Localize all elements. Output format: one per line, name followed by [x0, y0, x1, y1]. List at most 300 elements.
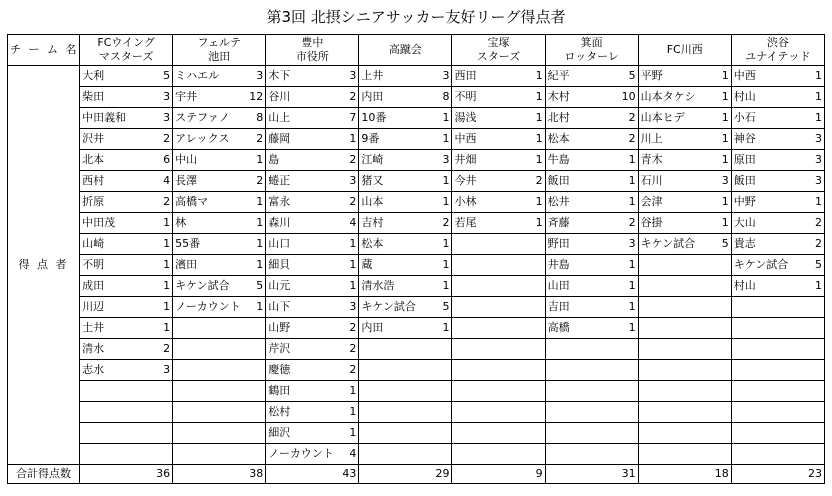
- scorer-name: [731, 360, 804, 381]
- team-total-goals: 18: [711, 465, 731, 484]
- scorer-name: キケン試合: [731, 255, 804, 276]
- scorer-goals: [525, 255, 545, 276]
- scorer-goals: 1: [246, 297, 266, 318]
- scorer-name: [452, 339, 525, 360]
- scorer-name: 谷川: [266, 87, 339, 108]
- table-row: [8, 192, 825, 213]
- scorer-name: 長澤: [173, 171, 246, 192]
- total-blank: [173, 465, 246, 484]
- scorer-name: 山元: [266, 276, 339, 297]
- scorer-name: 山野: [266, 318, 339, 339]
- scorer-name: 吉田: [545, 297, 618, 318]
- scorer-goals: 3: [246, 66, 266, 87]
- team-total-goals: 38: [246, 465, 266, 484]
- scorer-goals: 2: [525, 171, 545, 192]
- total-blank: [452, 465, 525, 484]
- scorer-name: 内田: [359, 87, 432, 108]
- scorer-name: 村山: [731, 87, 804, 108]
- table-row: [8, 276, 825, 297]
- scorer-goals: [804, 444, 824, 465]
- scorer-goals: 1: [804, 87, 824, 108]
- scorer-goals: [246, 444, 266, 465]
- scorer-goals: [246, 318, 266, 339]
- scorer-goals: 1: [804, 66, 824, 87]
- scorer-name: 小林: [452, 192, 525, 213]
- team-name-line1: 高蹴会: [388, 43, 422, 56]
- scorer-goals: 1: [246, 234, 266, 255]
- scorer-goals: 1: [711, 192, 731, 213]
- scorer-goals: 2: [339, 150, 359, 171]
- scorer-goals: [153, 423, 173, 444]
- table-row: [8, 234, 825, 255]
- scorer-name: [359, 360, 432, 381]
- team-name-line2: スターズ: [476, 50, 521, 63]
- table-row: [8, 318, 825, 339]
- scorer-name: 10番: [359, 108, 432, 129]
- scorer-name: 吉村: [359, 213, 432, 234]
- table-row: [8, 129, 825, 150]
- scorer-name: [173, 402, 246, 423]
- scorer-goals: 2: [339, 339, 359, 360]
- scorer-goals: [525, 360, 545, 381]
- scorer-name: 湯浅: [452, 108, 525, 129]
- scorer-goals: 10: [618, 87, 638, 108]
- table-row: [8, 381, 825, 402]
- total-blank: [266, 465, 339, 484]
- scorer-name: 貴志: [731, 234, 804, 255]
- scorer-goals: 1: [432, 318, 452, 339]
- scorer-goals: 1: [804, 276, 824, 297]
- scorer-name: 慶徳: [266, 360, 339, 381]
- total-blank: [80, 465, 153, 484]
- scorer-name: 折原: [80, 192, 153, 213]
- scorer-goals: 2: [432, 213, 452, 234]
- scorer-name: [545, 339, 618, 360]
- table-row: [8, 339, 825, 360]
- scorer-goals: 12: [246, 87, 266, 108]
- scorer-name: [173, 360, 246, 381]
- scorer-goals: 1: [339, 381, 359, 402]
- scorer-name: [545, 444, 618, 465]
- scorer-goals: [711, 360, 731, 381]
- scorer-name: 芹沢: [266, 339, 339, 360]
- table-row: [8, 360, 825, 381]
- scorer-goals: 1: [339, 423, 359, 444]
- scorer-goals: 1: [618, 318, 638, 339]
- scorer-name: 中山: [173, 150, 246, 171]
- scorer-name: 宇井: [173, 87, 246, 108]
- scorer-name: [731, 297, 804, 318]
- scorer-name: キケン試合: [359, 297, 432, 318]
- scorer-goals: [618, 381, 638, 402]
- scorer-name: [359, 402, 432, 423]
- scorer-name: 谷掛: [638, 213, 711, 234]
- scorer-name: [638, 318, 711, 339]
- scorer-goals: 2: [153, 192, 173, 213]
- scorer-goals: 1: [432, 276, 452, 297]
- scorer-goals: [711, 255, 731, 276]
- scorer-goals: 1: [525, 150, 545, 171]
- scorer-goals: [525, 234, 545, 255]
- scorer-goals: [618, 423, 638, 444]
- scorer-goals: [711, 402, 731, 423]
- scorer-goals: [618, 339, 638, 360]
- scorer-name: 中西: [731, 66, 804, 87]
- scorer-goals: 2: [339, 192, 359, 213]
- scorer-goals: 1: [153, 318, 173, 339]
- scorer-name: [452, 318, 525, 339]
- scorer-name: 野田: [545, 234, 618, 255]
- scorer-name: 55番: [173, 234, 246, 255]
- scorer-name: 川上: [638, 129, 711, 150]
- scorer-goals: 1: [339, 276, 359, 297]
- scorer-goals: 3: [432, 66, 452, 87]
- table-row: [8, 297, 825, 318]
- scorer-name: [731, 402, 804, 423]
- scorer-goals: [804, 381, 824, 402]
- scorer-goals: [153, 381, 173, 402]
- scorer-name: 林: [173, 213, 246, 234]
- table-row: [8, 108, 825, 129]
- scorer-goals: [432, 360, 452, 381]
- table-row: [8, 423, 825, 444]
- scorer-name: 会津: [638, 192, 711, 213]
- scorer-goals: 2: [339, 318, 359, 339]
- scorer-name: 井畑: [452, 150, 525, 171]
- scorer-name: 富永: [266, 192, 339, 213]
- team-name: [452, 35, 545, 66]
- team-total-goals: 9: [525, 465, 545, 484]
- scorer-goals: 1: [711, 108, 731, 129]
- scorer-goals: 1: [525, 192, 545, 213]
- scorer-name: 今井: [452, 171, 525, 192]
- table-row: [8, 444, 825, 465]
- scorer-name: 大山: [731, 213, 804, 234]
- scorer-goals: 3: [339, 297, 359, 318]
- scorer-name: 松村: [266, 402, 339, 423]
- scorer-goals: [432, 444, 452, 465]
- scorers-label: 得 点 者: [8, 66, 80, 465]
- scorer-name: [359, 444, 432, 465]
- scorer-goals: [432, 339, 452, 360]
- scorer-name: 紀平: [545, 66, 618, 87]
- team-name: [731, 35, 824, 66]
- scorer-name: 内田: [359, 318, 432, 339]
- scorer-name: [731, 339, 804, 360]
- scorer-name: [359, 381, 432, 402]
- team-name-line2: 池田: [208, 50, 231, 63]
- scorer-goals: 4: [153, 171, 173, 192]
- scorer-name: 石川: [638, 171, 711, 192]
- scorer-name: 西村: [80, 171, 153, 192]
- scorer-name: [545, 381, 618, 402]
- scorer-goals: 1: [432, 108, 452, 129]
- team-total-goals: 29: [432, 465, 452, 484]
- scorer-name: アレックス: [173, 129, 246, 150]
- scorer-name: 木村: [545, 87, 618, 108]
- scorer-goals: 1: [618, 150, 638, 171]
- team-total-goals: 43: [339, 465, 359, 484]
- team-name: [80, 35, 173, 66]
- scorer-name: 山本タケシ: [638, 87, 711, 108]
- scorer-goals: 2: [153, 129, 173, 150]
- scorer-goals: 1: [711, 129, 731, 150]
- scorer-name: 高橋マ: [173, 192, 246, 213]
- scorer-name: 飯田: [545, 171, 618, 192]
- scorer-goals: [525, 297, 545, 318]
- scorer-goals: 3: [153, 108, 173, 129]
- scorer-name: [545, 402, 618, 423]
- scorer-goals: 2: [804, 234, 824, 255]
- scorer-goals: 2: [804, 213, 824, 234]
- total-blank: [638, 465, 711, 484]
- scorer-goals: 2: [618, 213, 638, 234]
- scorer-goals: [525, 402, 545, 423]
- scorer-name: 志水: [80, 360, 153, 381]
- scorer-name: 松本: [359, 234, 432, 255]
- scorer-name: 中田義和: [80, 108, 153, 129]
- scorer-name: [173, 381, 246, 402]
- scorer-goals: 1: [711, 150, 731, 171]
- scorer-name: 9番: [359, 129, 432, 150]
- scorer-goals: 1: [246, 150, 266, 171]
- scorer-goals: [804, 297, 824, 318]
- team-name: [359, 35, 452, 66]
- table-row: [8, 150, 825, 171]
- scorer-name: 猪又: [359, 171, 432, 192]
- scorer-goals: [711, 444, 731, 465]
- team-name-line1: 豊中: [301, 36, 324, 49]
- scorer-name: 原田: [731, 150, 804, 171]
- scorer-goals: 1: [432, 171, 452, 192]
- team-name: [173, 35, 266, 66]
- scorer-name: 中西: [452, 129, 525, 150]
- scorer-goals: 3: [711, 171, 731, 192]
- scorer-goals: 5: [246, 276, 266, 297]
- scorer-goals: [525, 339, 545, 360]
- scorer-goals: 1: [246, 255, 266, 276]
- scorer-name: [173, 339, 246, 360]
- scorer-name: [638, 276, 711, 297]
- team-name-line1: フェルテ: [197, 36, 241, 49]
- scorer-goals: 1: [339, 255, 359, 276]
- scorer-name: [80, 381, 153, 402]
- scorer-name: 山上: [266, 108, 339, 129]
- scorer-name: 山本: [359, 192, 432, 213]
- scorer-goals: [711, 276, 731, 297]
- scorer-name: [638, 402, 711, 423]
- scorer-name: 不明: [452, 87, 525, 108]
- scorer-goals: 3: [153, 360, 173, 381]
- scorer-goals: 1: [525, 129, 545, 150]
- scorer-name: 松本: [545, 129, 618, 150]
- scorer-name: [80, 402, 153, 423]
- scorer-goals: 1: [432, 255, 452, 276]
- scorer-name: 濱田: [173, 255, 246, 276]
- scorer-goals: 1: [153, 234, 173, 255]
- scorer-goals: 3: [153, 87, 173, 108]
- scorer-name: [638, 339, 711, 360]
- team-name: [638, 35, 731, 66]
- scorer-name: [638, 381, 711, 402]
- scorer-goals: [618, 402, 638, 423]
- scorer-name: 細貝: [266, 255, 339, 276]
- scorer-goals: 2: [153, 339, 173, 360]
- scorer-name: 川辺: [80, 297, 153, 318]
- scorer-name: [731, 318, 804, 339]
- total-blank: [359, 465, 432, 484]
- team-total-goals: 31: [618, 465, 638, 484]
- scorer-goals: 8: [432, 87, 452, 108]
- scorer-goals: 3: [432, 150, 452, 171]
- scorer-goals: 1: [153, 255, 173, 276]
- scorer-name: 牛島: [545, 150, 618, 171]
- scorer-name: 村山: [731, 276, 804, 297]
- scorer-goals: 1: [711, 87, 731, 108]
- scorer-goals: 1: [525, 87, 545, 108]
- scorer-name: 木下: [266, 66, 339, 87]
- table-row: [8, 171, 825, 192]
- scorer-name: 高橋: [545, 318, 618, 339]
- scorer-goals: 5: [804, 255, 824, 276]
- scorer-goals: 1: [804, 108, 824, 129]
- scorer-name: [452, 255, 525, 276]
- page-title: 第3回 北摂シニアサッカー友好リーグ得点者: [266, 8, 566, 26]
- scorer-goals: [711, 318, 731, 339]
- scorer-goals: 1: [711, 66, 731, 87]
- scorer-name: 大利: [80, 66, 153, 87]
- scorer-goals: [432, 402, 452, 423]
- scorer-goals: 5: [432, 297, 452, 318]
- scorer-name: 若尾: [452, 213, 525, 234]
- scorer-goals: 4: [339, 444, 359, 465]
- scorer-goals: 5: [153, 66, 173, 87]
- scorer-name: 蜷正: [266, 171, 339, 192]
- table-row: [8, 402, 825, 423]
- scorer-name: 蔵: [359, 255, 432, 276]
- scorer-name: [452, 423, 525, 444]
- team-name: [545, 35, 638, 66]
- team-name-line2: マスターズ: [98, 50, 154, 63]
- scorer-goals: 3: [339, 66, 359, 87]
- team-total-goals: 36: [153, 465, 173, 484]
- scorer-goals: [804, 402, 824, 423]
- scorer-goals: 1: [525, 66, 545, 87]
- team-name-header: チ ー ム 名: [8, 35, 80, 66]
- scorer-goals: [525, 318, 545, 339]
- scorer-goals: 1: [153, 276, 173, 297]
- scorer-goals: [804, 423, 824, 444]
- scorer-goals: [153, 444, 173, 465]
- total-blank: [731, 465, 804, 484]
- scorer-name: [359, 423, 432, 444]
- scorer-name: 山下: [266, 297, 339, 318]
- team-name-line1: 宝塚: [487, 36, 510, 49]
- scorer-goals: [246, 423, 266, 444]
- total-goals-label: 合計得点数: [8, 465, 80, 484]
- scorer-name: ステファノ: [173, 108, 246, 129]
- scorer-goals: 2: [246, 171, 266, 192]
- scorer-name: 成田: [80, 276, 153, 297]
- scorer-name: [545, 360, 618, 381]
- scorer-goals: [246, 360, 266, 381]
- table-row: [8, 255, 825, 276]
- table-row: [8, 66, 825, 87]
- scorer-name: [80, 444, 153, 465]
- scorer-name: 平野: [638, 66, 711, 87]
- scorer-name: [452, 276, 525, 297]
- scorer-name: 青木: [638, 150, 711, 171]
- scorer-goals: 2: [618, 129, 638, 150]
- scorer-name: 西田: [452, 66, 525, 87]
- scorer-name: [545, 423, 618, 444]
- scorer-goals: 1: [432, 234, 452, 255]
- scorer-name: 清水: [80, 339, 153, 360]
- scorer-name: [173, 423, 246, 444]
- scorer-name: [173, 318, 246, 339]
- scorer-goals: [804, 339, 824, 360]
- scorer-name: 中田茂: [80, 213, 153, 234]
- scorer-name: 森川: [266, 213, 339, 234]
- scorer-goals: 1: [432, 129, 452, 150]
- scorer-name: [359, 339, 432, 360]
- scorer-goals: 8: [246, 108, 266, 129]
- scorer-goals: 1: [618, 297, 638, 318]
- scorer-name: 神谷: [731, 129, 804, 150]
- scorer-name: [638, 423, 711, 444]
- scorer-goals: [525, 276, 545, 297]
- scorer-goals: [804, 360, 824, 381]
- scorer-name: [638, 360, 711, 381]
- total-blank: [545, 465, 618, 484]
- scorer-goals: 6: [153, 150, 173, 171]
- scorer-name: 山崎: [80, 234, 153, 255]
- scorer-goals: [711, 423, 731, 444]
- scorer-name: [173, 444, 246, 465]
- scorer-name: 清水浩: [359, 276, 432, 297]
- scorer-goals: 1: [618, 192, 638, 213]
- scorer-goals: 1: [525, 108, 545, 129]
- scorer-name: 山田: [545, 276, 618, 297]
- scorer-goals: 1: [432, 192, 452, 213]
- scorer-goals: [525, 444, 545, 465]
- scorer-goals: 3: [804, 129, 824, 150]
- scorer-goals: 1: [711, 213, 731, 234]
- scorer-name: 山本ヒデ: [638, 108, 711, 129]
- team-total-goals: 23: [804, 465, 824, 484]
- scorer-table: [7, 34, 825, 484]
- team-name: [266, 35, 359, 66]
- scorer-name: [731, 423, 804, 444]
- scorer-name: 上井: [359, 66, 432, 87]
- scorer-name: [731, 381, 804, 402]
- scorer-goals: [711, 339, 731, 360]
- team-name-line1: FCウイング: [97, 36, 155, 49]
- scorer-goals: [432, 423, 452, 444]
- scorer-goals: [246, 381, 266, 402]
- scorer-goals: 5: [711, 234, 731, 255]
- scorer-goals: 1: [525, 213, 545, 234]
- scorer-goals: 5: [618, 66, 638, 87]
- scorer-name: ノーカウント: [173, 297, 246, 318]
- scorer-name: [452, 381, 525, 402]
- table-row: [8, 213, 825, 234]
- scorer-name: 山口: [266, 234, 339, 255]
- team-name-line1: FC川西: [666, 43, 703, 56]
- scorer-goals: 2: [246, 129, 266, 150]
- scorer-name: 小石: [731, 108, 804, 129]
- scorer-name: [731, 444, 804, 465]
